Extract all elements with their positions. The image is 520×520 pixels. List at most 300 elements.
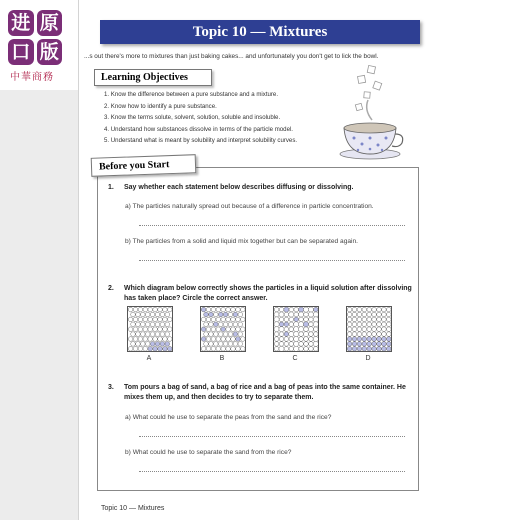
particle — [299, 347, 304, 352]
particle — [304, 317, 309, 322]
particle — [148, 307, 153, 312]
particle — [362, 327, 367, 332]
particle — [352, 317, 357, 322]
particle — [136, 312, 141, 317]
particle — [236, 347, 241, 352]
particle — [141, 332, 146, 337]
particle — [289, 332, 294, 337]
question-number: 1. — [108, 184, 114, 191]
particle — [289, 342, 294, 347]
particle — [377, 332, 382, 337]
particle — [347, 342, 352, 347]
particle — [367, 337, 372, 342]
particle — [289, 312, 294, 317]
particle — [289, 317, 294, 322]
particle — [274, 342, 279, 347]
particle — [241, 307, 246, 312]
particle — [238, 312, 243, 317]
particle — [128, 347, 133, 352]
particle — [143, 347, 148, 352]
particle — [221, 347, 226, 352]
particle — [372, 332, 377, 337]
learning-objectives-heading: Learning Objectives — [94, 69, 212, 86]
particle — [274, 312, 279, 317]
particle — [201, 327, 206, 332]
particle — [168, 307, 173, 312]
particle — [143, 317, 148, 322]
question-text: Say whether each statement below describes diffusing or dissolving. — [124, 184, 354, 191]
particle — [241, 337, 246, 342]
particle — [367, 347, 372, 352]
question-text: Tom pours a bag of sand, a bag of rice and a bag of peas into the same container. He mixes them up, and then decides to try to separate them. — [124, 384, 406, 401]
particle — [236, 337, 241, 342]
particle — [158, 307, 163, 312]
particle — [303, 307, 308, 312]
particle-diagram-a[interactable] — [127, 306, 173, 352]
particle — [299, 307, 304, 312]
question-2 — [108, 284, 418, 306]
particle — [150, 332, 155, 337]
particle — [241, 347, 246, 352]
particle — [289, 307, 294, 312]
particle — [347, 337, 352, 342]
particle — [289, 347, 294, 352]
particle — [274, 322, 279, 327]
objective-item: 1. Know the difference between a pure substance and a mixture. — [104, 91, 279, 98]
particle — [158, 347, 163, 352]
particle — [201, 347, 206, 352]
particle — [233, 342, 238, 347]
particle — [279, 322, 284, 327]
question-number: 2. — [108, 285, 114, 292]
particle — [352, 307, 357, 312]
particle — [216, 327, 221, 332]
publisher-logo: 中華商務 — [10, 72, 54, 83]
particle — [367, 332, 372, 337]
particle — [143, 337, 148, 342]
particle — [155, 312, 160, 317]
particle — [284, 342, 289, 347]
particle — [168, 337, 173, 342]
particle — [221, 317, 226, 322]
particle — [367, 327, 372, 332]
particle — [206, 337, 211, 342]
particle — [274, 337, 279, 342]
particle — [214, 332, 219, 337]
particle — [372, 307, 377, 312]
particle — [226, 327, 231, 332]
particle — [133, 337, 138, 342]
objective-item: 4. Understand how substances dissolve in terms of the particle model. — [104, 125, 294, 133]
particle — [141, 312, 146, 317]
answer-line[interactable] — [139, 225, 405, 226]
answer-line[interactable] — [139, 260, 405, 261]
particle — [372, 312, 377, 317]
stamp-char: 版 — [37, 39, 63, 65]
particle — [204, 312, 209, 317]
particle — [382, 307, 387, 312]
particle — [204, 332, 209, 337]
particle — [294, 327, 299, 332]
particle — [163, 327, 168, 332]
particle — [218, 312, 223, 317]
particle — [299, 332, 304, 337]
particle — [133, 307, 138, 312]
particle — [231, 317, 236, 322]
particle — [233, 322, 238, 327]
particle — [289, 327, 294, 332]
particle — [136, 322, 141, 327]
particle — [231, 347, 236, 352]
particle — [279, 332, 284, 337]
particle — [145, 312, 150, 317]
particle — [138, 327, 143, 332]
particle — [168, 327, 173, 332]
particle — [308, 312, 313, 317]
particle-diagram-d[interactable] — [346, 306, 392, 352]
particle — [201, 337, 206, 342]
particle — [377, 347, 382, 352]
particle — [313, 322, 318, 327]
particle — [204, 342, 209, 347]
particle — [216, 317, 221, 322]
particle — [279, 312, 284, 317]
particle — [204, 322, 209, 327]
particle — [223, 342, 228, 347]
particle — [223, 332, 228, 337]
particle — [357, 342, 362, 347]
particle — [284, 327, 289, 332]
particle — [153, 327, 158, 332]
particle — [206, 317, 211, 322]
particle — [211, 327, 216, 332]
diagram-label-a: A — [146, 355, 152, 362]
particle — [352, 342, 357, 347]
particle — [387, 347, 392, 352]
particle — [357, 332, 362, 337]
particle — [377, 317, 382, 322]
particle — [165, 342, 170, 347]
particle — [214, 342, 219, 347]
particle — [233, 312, 238, 317]
particle — [382, 347, 387, 352]
particle — [387, 342, 392, 347]
particle — [274, 307, 279, 312]
particle — [382, 337, 387, 342]
particle — [367, 307, 372, 312]
question-3 — [108, 383, 418, 405]
particle — [294, 336, 299, 341]
particle — [226, 337, 231, 342]
particle — [163, 307, 168, 312]
particle — [314, 347, 319, 352]
particle — [377, 322, 382, 327]
particle — [377, 327, 382, 332]
topic-title: Topic 10 — Mixtures — [100, 20, 420, 44]
particle — [153, 307, 158, 312]
particle — [299, 322, 304, 327]
particle — [223, 312, 228, 317]
particle — [357, 327, 362, 332]
particle — [138, 337, 143, 342]
particle — [304, 327, 309, 332]
particle — [362, 317, 367, 322]
particle — [165, 312, 170, 317]
particle — [228, 322, 233, 327]
particle — [148, 337, 153, 342]
particle — [279, 342, 284, 347]
particle — [211, 337, 216, 342]
particle — [209, 322, 214, 327]
particle — [304, 312, 309, 317]
particle — [362, 342, 367, 347]
particle — [352, 312, 357, 317]
particle — [128, 317, 133, 322]
particle — [160, 342, 165, 347]
particle — [367, 312, 372, 317]
particle — [150, 342, 155, 347]
diagram-label-d: D — [365, 355, 371, 362]
particle — [274, 327, 279, 332]
particle — [294, 341, 299, 346]
particle — [143, 327, 148, 332]
particle — [352, 347, 357, 352]
particle — [165, 322, 170, 327]
particle — [148, 347, 153, 352]
particle — [238, 322, 243, 327]
particle — [238, 342, 243, 347]
particle — [294, 317, 299, 322]
particle — [218, 322, 223, 327]
particle — [145, 332, 150, 337]
question-1a: a) The particles naturally spread out because of a difference in particle concentration. — [125, 203, 374, 210]
particle — [314, 332, 319, 337]
particle — [236, 317, 241, 322]
particle — [241, 327, 246, 332]
particle — [209, 332, 214, 337]
stamp-char: 口 — [8, 39, 34, 65]
particle — [372, 327, 377, 332]
particle — [304, 342, 309, 347]
particle — [136, 332, 141, 337]
particle — [274, 347, 279, 352]
particle — [221, 307, 226, 312]
particle — [387, 332, 392, 337]
particle — [201, 317, 206, 322]
particle — [216, 307, 221, 312]
particle — [279, 307, 284, 312]
intro-text: ...s out there's more to mixtures than just baking cakes... and unfortunately you don't get to lick the bowl. — [84, 53, 379, 60]
particle — [141, 342, 146, 347]
objective-item: 2. Know how to identify a pure substance. — [104, 102, 217, 110]
particle — [313, 341, 318, 346]
particle — [128, 337, 133, 342]
particle — [218, 342, 223, 347]
particle — [357, 337, 362, 342]
particle — [387, 312, 392, 317]
particle — [357, 347, 362, 352]
particle — [163, 347, 168, 352]
particle — [308, 307, 313, 312]
particle — [309, 332, 314, 337]
particle — [241, 317, 246, 322]
particle — [168, 317, 173, 322]
particle — [357, 312, 362, 317]
particle — [131, 342, 136, 347]
particle — [347, 307, 352, 312]
particle — [299, 337, 304, 342]
particle — [153, 337, 158, 342]
particle — [284, 312, 289, 317]
particle — [352, 337, 357, 342]
particle — [238, 332, 243, 337]
answer-line[interactable] — [139, 471, 405, 472]
particle — [228, 332, 233, 337]
particle — [231, 307, 236, 312]
particle — [228, 342, 233, 347]
particle — [304, 337, 309, 342]
particle — [216, 337, 221, 342]
particle — [294, 346, 299, 351]
particle — [226, 347, 231, 352]
before-you-start-heading: Before you Start — [91, 154, 197, 177]
particle — [158, 337, 163, 342]
particle — [131, 322, 136, 327]
page-footer: Topic 10 — Mixtures — [101, 505, 165, 512]
particle — [221, 337, 226, 342]
particle — [309, 322, 314, 327]
particle — [299, 342, 304, 347]
particle — [367, 342, 372, 347]
particle — [294, 307, 299, 312]
particle — [153, 317, 158, 322]
particle — [150, 322, 155, 327]
particle — [160, 332, 165, 337]
particle-diagram-b[interactable] — [200, 306, 246, 352]
particle — [163, 317, 168, 322]
particle — [158, 327, 163, 332]
particle — [352, 332, 357, 337]
particle — [377, 307, 382, 312]
question-1b: b) The particles from a solid and liquid mix together but can be separated again. — [125, 238, 358, 245]
particle — [143, 307, 148, 312]
particle — [387, 307, 392, 312]
particle — [155, 342, 160, 347]
particle — [382, 322, 387, 327]
particle — [236, 307, 241, 312]
particle — [274, 332, 279, 337]
particle — [209, 312, 214, 317]
particle — [148, 317, 153, 322]
particle — [362, 337, 367, 342]
particle — [377, 312, 382, 317]
particle — [168, 347, 173, 352]
particle — [347, 347, 352, 352]
particle — [377, 342, 382, 347]
particle — [382, 327, 387, 332]
particle — [153, 347, 158, 352]
question-1 — [108, 183, 418, 195]
particle — [145, 322, 150, 327]
particle — [231, 327, 236, 332]
particle — [362, 332, 367, 337]
particle — [294, 322, 299, 327]
particle — [372, 322, 377, 327]
particle — [145, 342, 150, 347]
particle — [284, 337, 289, 342]
particle — [347, 332, 352, 337]
particle — [284, 307, 289, 312]
particle — [299, 312, 304, 317]
particle — [313, 317, 318, 322]
particle — [221, 327, 226, 332]
particle — [133, 347, 138, 352]
particle — [160, 322, 165, 327]
particle — [304, 347, 309, 352]
particle — [387, 327, 392, 332]
particle — [347, 322, 352, 327]
particle — [299, 317, 304, 322]
particle — [160, 312, 165, 317]
particle — [223, 322, 228, 327]
particle — [226, 317, 231, 322]
particle — [387, 317, 392, 322]
particle — [211, 317, 216, 322]
particle — [158, 317, 163, 322]
question-3b: b) What could he use to separate the sand from the rice? — [125, 449, 292, 456]
particle — [372, 317, 377, 322]
particle-diagram-c[interactable] — [273, 306, 319, 352]
particle — [294, 332, 299, 337]
particle — [141, 322, 146, 327]
particle — [352, 327, 357, 332]
particle — [279, 346, 284, 351]
answer-line[interactable] — [139, 436, 405, 437]
particle — [201, 307, 206, 312]
particle — [357, 307, 362, 312]
particle — [206, 347, 211, 352]
particle — [136, 342, 141, 347]
particle — [279, 327, 284, 332]
stamp-char: 进 — [8, 10, 34, 36]
particle — [226, 307, 231, 312]
particle — [155, 322, 160, 327]
particle — [218, 332, 223, 337]
stamp-char: 原 — [37, 10, 63, 36]
objective-item: 3. Know the terms solute, solvent, solution, soluble and insoluble. — [104, 114, 281, 122]
particle — [309, 342, 314, 347]
particle — [211, 347, 216, 352]
particle — [309, 337, 314, 342]
particle — [382, 317, 387, 322]
particle — [314, 327, 319, 332]
particle — [155, 332, 160, 337]
particle — [284, 347, 289, 352]
particle — [303, 332, 308, 337]
particle — [347, 312, 352, 317]
particle — [313, 336, 318, 341]
particle — [128, 307, 133, 312]
particle — [294, 312, 299, 317]
particle — [367, 322, 372, 327]
particle — [372, 342, 377, 347]
question-number: 3. — [108, 384, 114, 391]
particle — [279, 337, 284, 342]
particle — [362, 307, 367, 312]
particle — [133, 327, 138, 332]
particle — [382, 342, 387, 347]
particle — [289, 337, 294, 342]
